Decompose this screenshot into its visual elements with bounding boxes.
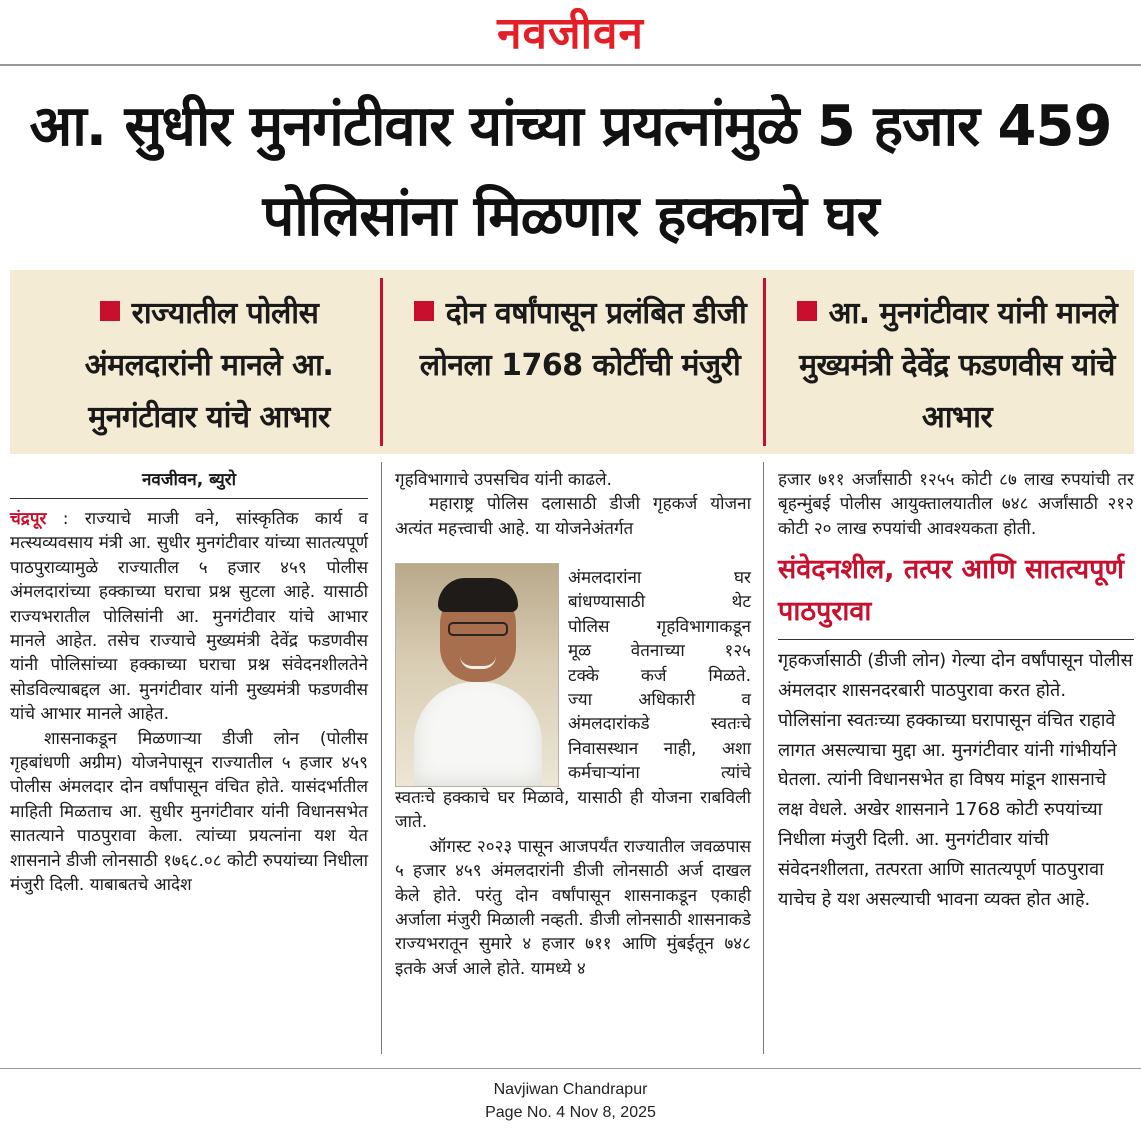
section-divider	[778, 639, 1134, 640]
headline: आ. सुधीर मुनगंटीवार यांच्या प्रयत्नांमुळे 5 हजार 459 पोलिसांना मिळणार हक्काचे घर	[29, 94, 1112, 249]
photo-wrap-text	[568, 566, 751, 786]
byline-divider	[10, 498, 368, 499]
bullet-square-icon	[414, 301, 434, 321]
paragraph: स्वतःचे हक्काचे घर मिळावे, यासाठी ही योजना राबविली जाते.	[395, 788, 751, 833]
paragraph	[10, 507, 368, 727]
subhead-text: आ. मुनगंटीवार यांनी मानले मुख्यमंत्री देवेंद्र फडणवीस यांचे आभार	[799, 296, 1118, 435]
footer-page-info: Page No. 4 Nov 8, 2025	[485, 1104, 656, 1121]
footer	[0, 1078, 1141, 1124]
wrap-line: निवासस्थान नाही, अशा	[568, 738, 751, 759]
bullet-square-icon	[100, 301, 120, 321]
subhead-divider	[380, 278, 383, 446]
subhead-divider	[763, 278, 766, 446]
article-column-1	[10, 466, 368, 898]
subheads-band	[10, 270, 1134, 454]
wrap-line: बांधण्यासाठी थेट	[568, 592, 751, 613]
masthead	[0, 0, 1141, 66]
wrap-line: पोलिस गृहविभागाकडून	[568, 616, 751, 637]
section-heading: संवेदनशील, तत्पर आणि सातत्यपूर्ण पाठपुरावा	[778, 554, 1125, 628]
paragraph: हजार ७११ अर्जांसाठी १२५५ कोटी ८७ लाख रुपयांची तर बृहन्मुंबई पोलीस आयुक्तालयातील ७४८ अर्जांसाठी २१२ कोटी २० लाख रुपयांची आवश्यकता होती.	[778, 470, 1134, 539]
paragraph-text: : राज्याचे माजी वने, सांस्कृतिक कार्य व मत्स्यव्यवसाय मंत्री आ. सुधीर मुनगंटीवार यांच्या सातत्यपूर्ण पाठपुराव्यामुळे राज्यातील ५ हजार ४५९ पोलीस अंमलदारांच्या हक्काच्या घराचा प्रश्न सुटला आहे. यासाठी राज्यभरातील पोलिसांनी आ. मुनगंटीवार यांचे आभार मानले आहेत. तसेच राज्याचे मुख्यमंत्री देवेंद्र फडणवीस यांनी पोलिसांच्या हक्काच्या घराचा प्रश्न संवेदनशीलतेने सोडविल्याबद्दल आ. मुनगंटीवार यांनी मुख्यमंत्री फडणवीस यांचे आभार मानले आहेत.	[10, 509, 369, 725]
footer-source: Navjiwan Chandrapur	[493, 1081, 648, 1098]
paragraph: महाराष्ट्र पोलिस दलासाठी डीजी गृहकर्ज योजना अत्यंत महत्त्वाची आहे. या योजनेअंतर्गत	[395, 494, 751, 539]
newspaper-logo: नवजीवन	[497, 8, 644, 59]
column-divider	[381, 462, 382, 1054]
wrap-line: टक्के कर्ज मिळते.	[568, 665, 751, 686]
bullet-square-icon	[797, 301, 817, 321]
section-body	[778, 646, 1134, 914]
dateline: चंद्रपूर	[10, 509, 47, 529]
masthead-divider	[0, 64, 1141, 66]
article-column-3	[778, 468, 1134, 914]
byline: नवजीवन, ब्युरो	[141, 470, 237, 490]
wrap-line: अंमलदारांना घर	[568, 568, 751, 588]
subhead-1	[48, 288, 370, 438]
portrait-photo	[395, 563, 559, 787]
article-column-2	[395, 468, 751, 541]
paragraph: शासनाकडून मिळणाऱ्या डीजी लोन (पोलीस गृहबांधणी अग्रीम) योजनेपासून राज्यातील ५ हजार ४५९ पोलीस अंमलदार दोन वर्षांपासून वंचित होते. यासंदर्भातील माहिती मिळताच आ. सुधीर मुनगंटीवार यांनी विधानसभेत सातत्याने पाठपुरावा केला. त्यांच्या प्रयत्नांना यश येत शासनाने डीजी लोनसाठी १७६८.०८ कोटी रुपयांच्या निधीला मंजुरी दिली. याबाबतचे आदेश	[10, 728, 368, 896]
wrap-line: अंमलदारांकडे स्वतःचे	[568, 714, 751, 735]
wrap-line: कर्मचाऱ्यांना त्यांचे	[568, 763, 751, 784]
subhead-3	[788, 288, 1126, 438]
paragraph: गृहकर्जासाठी (डीजी लोन) गेल्या दोन वर्षांपासून पोलीस अंमलदार शासनदरबारी पाठपुरावा करत होते. पोलिसांना स्वतःच्या हक्काच्या घरापासून वंचित राहावे लागत असल्याचा मुद्दा आ. मुनगंटीवार यांनी गांभीर्याने घेतला. त्यांनी विधानसभेत हा विषय मांडून शासनाचे लक्ष वेधले. अखेर शासनाने 1768 कोटी रुपयांच्या निधीला मंजुरी दिली. आ. मुनगंटीवार यांची संवेदनशीलता, तत्परता आणि सातत्यपूर्ण पाठपुरावा याचेच हे यश असल्याची भावना व्यक्त होत आहे.	[778, 650, 1133, 910]
paragraph: गृहविभागाचे उपसचिव यांनी काढले.	[395, 470, 612, 490]
wrap-line: ज्या अधिकारी व	[568, 690, 751, 711]
article-column-2-cont	[395, 786, 751, 981]
subhead-text: राज्यातील पोलीस अंमलदारांनी मानले आ. मुनगंटीवार यांचे आभार	[84, 296, 334, 435]
paragraph: ऑगस्ट २०२३ पासून आजपर्यंत राज्यातील जवळपास ५ हजार ४५९ अंमलदारांनी डीजी लोनसाठी अर्ज दाखल केले होते. परंतु दोन वर्षांपासून शासनाकडून एकाही अर्जाला मंजुरी मिळाली नव्हती. डीजी लोनसाठी शासनाकडे राज्यभरातून सुमारे ४ हजार ७११ आणि मुंबईतून ७४८ इतके अर्ज आले होते. यामध्ये ४	[395, 836, 751, 979]
subhead-text: दोन वर्षांपासून प्रलंबित डीजी लोनला 1768 कोटींची मंजुरी	[419, 296, 747, 383]
column-divider	[763, 462, 764, 1054]
footer-divider	[0, 1068, 1141, 1069]
wrap-line: मूळ वेतनाच्या १२५	[568, 641, 751, 662]
subhead-2	[406, 288, 754, 438]
